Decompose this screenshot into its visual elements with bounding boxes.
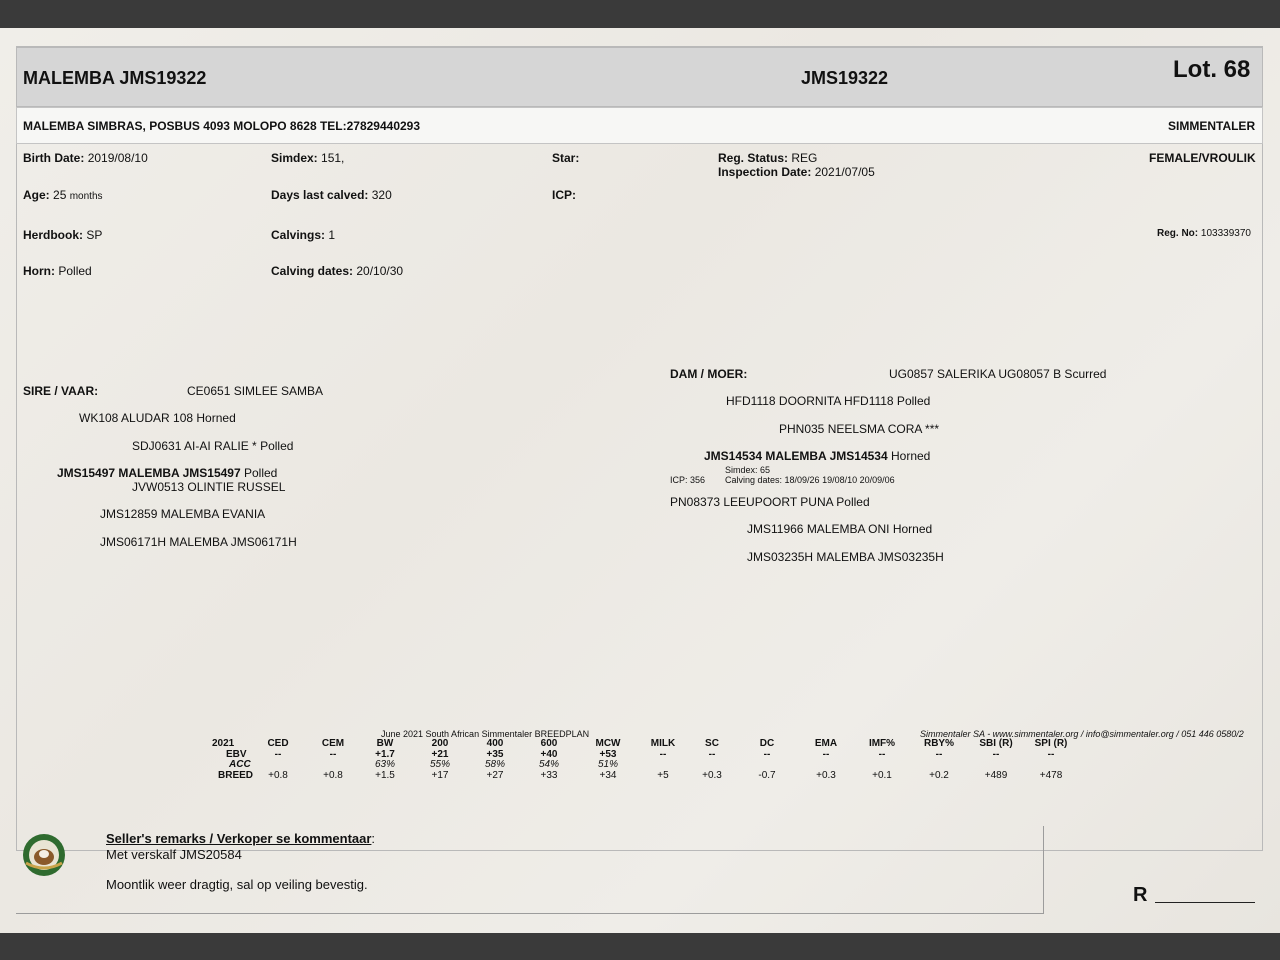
calving-dates: Calving dates: 20/10/30 (271, 264, 404, 278)
animal-name: MALEMBA JMS19322 (23, 68, 207, 88)
breed-average: +1.5 (375, 770, 395, 781)
ebv-value: -- (822, 749, 830, 760)
sire-sire: WK108 ALUDAR 108 Horned (79, 411, 236, 425)
breed-average: +0.2 (929, 770, 949, 781)
breedplan-title: June 2021 South African Simmentaler BREEDPLAN (381, 729, 590, 739)
dam-label: DAM / MOER: (670, 367, 748, 381)
breed-average: +0.1 (872, 770, 892, 781)
reg-status: Reg. Status: REG (718, 151, 818, 165)
dam-dam-dam: JMS03235H MALEMBA JMS03235H (747, 550, 944, 564)
star-label: Star: (552, 151, 580, 165)
calvings: Calvings: 1 (271, 228, 336, 242)
ebv-value: -- (1047, 749, 1055, 760)
sire-sire-sire: CE0651 SIMLEE SAMBA (187, 384, 324, 398)
ebv-column-header: DC (759, 738, 775, 749)
breed-average: +0.3 (816, 770, 836, 781)
remarks-line-1: Met verskalf JMS20584 (106, 847, 242, 862)
ebv-value: -- (935, 749, 943, 760)
bottom-band (0, 933, 1280, 960)
ebv-column-header: SBI (R) (979, 738, 1013, 749)
ebv-column-header: MILK (650, 738, 676, 749)
breed-average: +478 (1039, 770, 1063, 781)
remarks-title: Seller's remarks / Verkoper se kommentaar: (106, 831, 376, 846)
breedplan-source: Simmentaler SA - www.simmentaler.org / info@simmentaler.org / 051 446 0580/2 (920, 729, 1244, 739)
ebv-value: -- (274, 749, 282, 760)
acc-row-label: ACC (229, 759, 251, 770)
dam-calving-dates: Calving dates: 18/09/26 19/08/10 20/09/06 (725, 475, 895, 485)
breed-average: +0.3 (702, 770, 722, 781)
simdex: Simdex: 151, (271, 151, 345, 165)
acc-value: 55% (429, 759, 450, 770)
days-last-calved: Days last calved: 320 (271, 188, 392, 202)
sire-dam: JMS12859 MALEMBA EVANIA (100, 507, 266, 521)
registration-number: Reg. No: 103339370 (1157, 228, 1251, 239)
breed-average: -0.7 (758, 770, 776, 781)
ebv-value: -- (763, 749, 771, 760)
ebv-value: -- (329, 749, 337, 760)
ebv-value: +21 (431, 749, 449, 760)
breed-average: +489 (984, 770, 1008, 781)
price-line (1155, 902, 1255, 903)
horn: Horn: Polled (23, 264, 92, 278)
ebv-column-header: CEM (321, 738, 345, 749)
ebv-year: 2021 (212, 738, 235, 749)
ebv-column-header: BW (376, 738, 394, 749)
ebv-value: -- (659, 749, 667, 760)
ebv-column-header: SC (705, 738, 719, 749)
icp-label: ICP: (552, 188, 576, 202)
acc-value: 63% (374, 759, 395, 770)
sire-label: SIRE / VAAR: (23, 384, 99, 398)
top-band (0, 0, 1280, 28)
age: Age: 25 months (23, 188, 103, 202)
lot-number: Lot. 68 (1173, 56, 1251, 83)
ebv-value: +35 (486, 749, 504, 760)
ebv-column-header: 200 (431, 738, 449, 749)
dam-dam-sire: PN08373 LEEUPOORT PUNA Polled (670, 495, 870, 509)
inspection-date: Inspection Date: 2021/07/05 (718, 165, 875, 179)
sire-dam-sire: JVW0513 OLINTIE RUSSEL (132, 480, 286, 494)
dam-name: JMS14534 MALEMBA JMS14534 Horned (704, 449, 931, 463)
sire-dam-dam: JMS06171H MALEMBA JMS06171H (100, 535, 297, 549)
breed-average: +0.8 (268, 770, 288, 781)
dam-simdex: Simdex: 65 (725, 465, 771, 475)
ebv-value: +53 (599, 749, 617, 760)
breed-average: +0.8 (323, 770, 343, 781)
sire-name: JMS15497 MALEMBA JMS15497 Polled (57, 466, 278, 480)
herdbook: Herdbook: SP (23, 228, 103, 242)
simmentaler-logo (22, 833, 66, 877)
ebv-value: -- (708, 749, 716, 760)
dam-sire: HFD1118 DOORNITA HFD1118 Polled (726, 394, 931, 408)
breeder-info: MALEMBA SIMBRAS, POSBUS 4093 MOLOPO 8628 TEL:27829440293 (23, 119, 421, 133)
breed-row-label: BREED (218, 770, 254, 781)
ebv-column-header: 400 (486, 738, 504, 749)
ebv-column-header: SPI (R) (1034, 738, 1068, 749)
ebv-value: +1.7 (375, 749, 395, 760)
birth-date: Birth Date: 2019/08/10 (23, 151, 148, 165)
ebv-column-header: MCW (595, 738, 621, 749)
dam-dam: JMS11966 MALEMBA ONI Horned (747, 522, 933, 536)
breed-label: SIMMENTALER (1168, 119, 1256, 133)
acc-value: 51% (597, 759, 618, 770)
ebv-column-header: 600 (540, 738, 558, 749)
breed-average: +34 (599, 770, 617, 781)
ebv-column-header: EMA (814, 738, 838, 749)
acc-value: 54% (538, 759, 559, 770)
ebv-row-label: EBV (226, 749, 247, 760)
breed-average: +33 (540, 770, 558, 781)
dam-icp: ICP: 356 (670, 475, 706, 485)
price-r-label: R (1133, 884, 1148, 906)
sex-label: FEMALE/VROULIK (1149, 151, 1256, 165)
ebv-column-header: RBY% (923, 738, 954, 749)
ebv-column-header: CED (267, 738, 289, 749)
sire-sire-dam: SDJ0631 AI-AI RALIE * Polled (132, 439, 294, 453)
ebv-value: +40 (540, 749, 558, 760)
breed-average: +27 (486, 770, 504, 781)
acc-value: 58% (484, 759, 505, 770)
breed-average: +17 (431, 770, 449, 781)
dam-sire-dam: PHN035 NEELSMA CORA *** (779, 422, 940, 436)
breed-average: +5 (657, 770, 669, 781)
remarks-line-2: Moontlik weer dragtig, sal op veiling bevestig. (106, 877, 368, 892)
animal-id: JMS19322 (801, 68, 889, 88)
ebv-column-header: IMF% (868, 738, 896, 749)
ebv-value: -- (992, 749, 1000, 760)
dam-sire-sire: UG0857 SALERIKA UG08057 B Scurred (889, 367, 1107, 381)
ebv-value: -- (878, 749, 886, 760)
